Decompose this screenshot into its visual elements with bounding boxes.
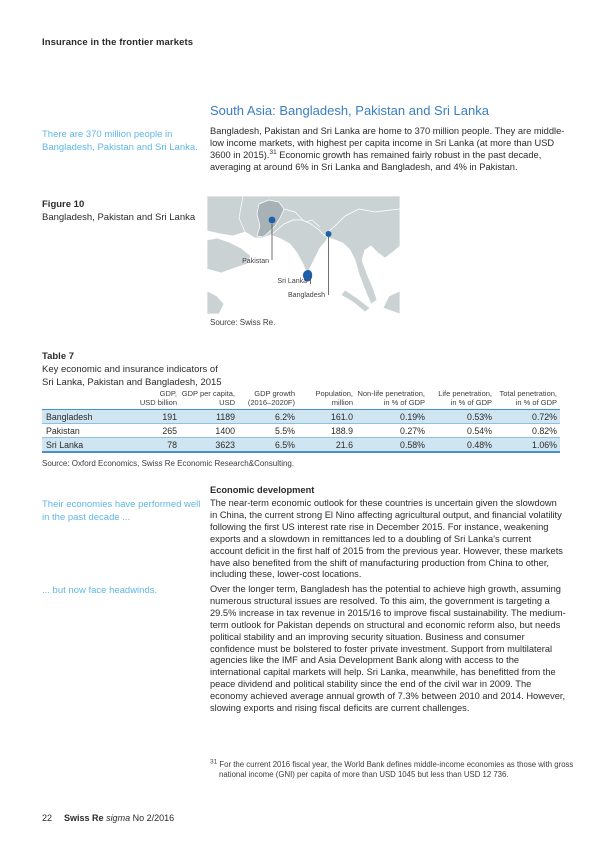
intro-paragraph-text: Bangladesh, Pakistan and Sri Lanka are home to 370 million people. They are middle-low income markets, with highest per capita income in Sri Lanka (at more than USD 3600 in 2015).: [210, 126, 565, 160]
column-header-gdp-growth: GDP growth (2016–2020F): [247, 389, 295, 407]
figure-source: Source: Swiss Re.: [210, 318, 276, 327]
row-country-label: Sri Lanka: [46, 439, 84, 450]
table-row-bangladesh: [42, 410, 560, 424]
cell-gdp-per-capita: 3623: [215, 439, 235, 450]
economic-outlook-paragraph: The near-term economic outlook for these countries is uncertain given the slowdown in China, the current strong El Nino affecting agricultural output, and financial volatility following the first US interest rate rise in December 2015. For instance, weakening exports and a slowdown in remittances led to a doubling of Sri Lanka's current account deficit in the first half of 2015 from the previous year. However, these markets have also benefited from the shift of manufacturing production from China to other, including these, lower-cost locations.: [210, 498, 563, 580]
cell-gdp-growth: 6.2%: [274, 411, 295, 422]
cell-gdp-per-capita: 1189: [216, 411, 235, 422]
footnote: [210, 760, 579, 780]
cell-gdp-growth: 6.5%: [274, 439, 295, 450]
longer-term-paragraph: Over the longer term, Bangladesh has the potential to achieve high growth, assuming numerous structural issues are resolved. To this aim, the government is targeting a 29.5% increase in tax revenue in 2015/16 to improve fiscal sustainability. The medium-term outlook for Pakistan depends on structural and economic reform also, but needs political stability and an improving security situation. Business and consumer confidence must be bolstered to foster private investment. Support from multilateral agencies like the IMF and Asia Development Bank along with access to the international capital markets will help. Sri Lanka, meanwhile, has benefitted from the peace dividend and political stability since the end of the civil war in 2009. The economy achieved average annual growth of 7.3% between 2010 and 2014. However, slowing exports and rising fiscal deficits are current challenges.: [210, 584, 566, 714]
table-title-line2: Sri Lanka, Pakistan and Bangladesh, 2015: [42, 377, 222, 388]
cell-nonlife-penetration: 0.27%: [400, 425, 425, 436]
economic-development-heading: Economic development: [210, 485, 315, 495]
data-table: [42, 389, 560, 453]
country-column-header: [42, 389, 122, 410]
cell-gdp: 191: [162, 411, 177, 422]
map-africa-shape: [207, 291, 224, 314]
cell-gdp-growth: 5.5%: [274, 425, 295, 436]
running-head: Insurance in the frontier markets: [42, 37, 194, 48]
map-arabia-shape: [207, 238, 251, 273]
column-header-life-penetration: Life penetration, in % of GDP: [438, 389, 492, 407]
column-header-gdp: GDP, USD billion: [139, 389, 177, 407]
table-source: Source: Oxford Economics, Swiss Re Economic Research&Consulting.: [42, 459, 295, 468]
cell-total-penetration: 1.06%: [532, 439, 557, 450]
figure-label: Figure 10: [42, 199, 85, 210]
table-label: Table 7: [42, 351, 75, 362]
cell-life-penetration: 0.53%: [467, 411, 492, 422]
pakistan-map-label: Pakistan: [242, 258, 269, 265]
map-bangladesh-marker: [326, 231, 332, 237]
table-header-row: [42, 389, 560, 410]
row-country-label: Pakistan: [46, 425, 80, 436]
cell-gdp: 78: [167, 439, 177, 450]
footnote-reference: 31: [269, 148, 277, 156]
map-pakistan-marker: [269, 217, 276, 224]
column-header-population: Population, million: [315, 389, 353, 407]
cell-gdp: 265: [162, 425, 177, 436]
cell-life-penetration: 0.48%: [467, 439, 492, 450]
cell-population: 21.6: [335, 439, 353, 450]
figure-title: Bangladesh, Pakistan and Sri Lanka: [42, 212, 196, 223]
cell-nonlife-penetration: 0.19%: [400, 411, 425, 422]
footer-brand: Swiss Re: [64, 813, 104, 823]
cell-nonlife-penetration: 0.58%: [400, 439, 425, 450]
margin-note-headwinds: ... but now face headwinds.: [42, 585, 158, 596]
table-caption: [42, 350, 222, 389]
map-sumatra-shape: [341, 290, 370, 312]
cell-life-penetration: 0.54%: [467, 425, 492, 436]
intro-paragraph: [210, 126, 566, 174]
footnote-text: For the current 2016 fiscal year, the World Bank defines middle-income economies as those with gross national income (GNI) per capita of more than USD 1045 but less than USD 12 736.: [217, 760, 574, 779]
footer-issue: No 2/2016: [132, 813, 175, 823]
column-header-gdp-per-capita: GDP per capita, USD: [181, 389, 235, 407]
footnote-number: 31: [210, 758, 218, 766]
table-row-sri-lanka: [42, 438, 560, 453]
page-number: 22: [42, 813, 53, 823]
page-footer: [42, 813, 174, 823]
column-header-total-penetration: Total penetration, in % of GDP: [499, 389, 557, 407]
table-row-pakistan: [42, 424, 560, 438]
section-title: South Asia: Bangladesh, Pakistan and Sri Lanka: [210, 103, 489, 118]
footer-journal-name: sigma: [106, 813, 131, 823]
bangladesh-map-label: Bangladesh: [288, 292, 325, 299]
map-borneo-shape: [383, 291, 400, 314]
column-header-nonlife-penetration: Non-life penetration, in % of GDP: [357, 389, 425, 407]
cell-gdp-per-capita: 1400: [215, 425, 235, 436]
margin-note-population: There are 370 million people in Bangladesh, Pakistan and Sri Lanka.: [42, 129, 198, 153]
cell-total-penetration: 0.82%: [532, 425, 557, 436]
map-svg: [207, 196, 400, 314]
cell-total-penetration: 0.72%: [532, 411, 557, 422]
figure-caption: [42, 198, 195, 224]
margin-note-performance: Their economies have performed well in the past decade ...: [42, 499, 201, 523]
row-country-label: Bangladesh: [46, 411, 93, 422]
indicators-table: [42, 389, 560, 453]
cell-population: 188.9: [330, 425, 353, 436]
cell-population: 161.0: [330, 411, 353, 422]
sri-lanka-map-label: Sri Lanka: [277, 278, 307, 285]
south-asia-map: [207, 196, 400, 314]
table-title-line1: Key economic and insurance indicators of: [42, 364, 218, 375]
intro-paragraph-text-cont: Economic growth has remained fairly robust in the past decade, averaging at around 6% in Sri Lanka and Bangladesh, and 4% in Pakistan.: [210, 149, 542, 172]
